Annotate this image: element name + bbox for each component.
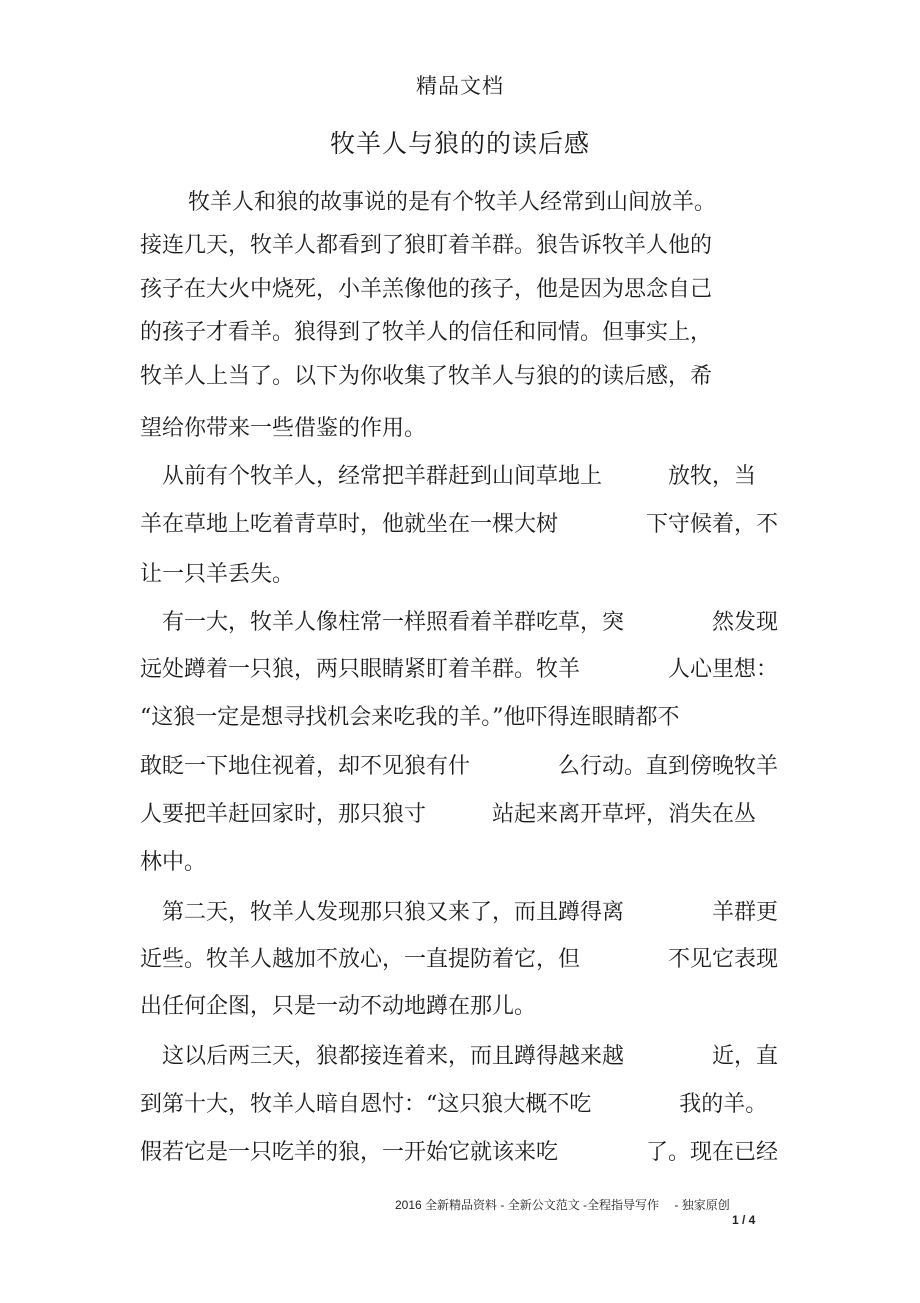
paragraph-line: 近些。牧羊人越加不放心，一直提防着它，但 不见它表现: [140, 947, 779, 972]
paragraph-line: 有一大，牧羊人像柱常一样照看着羊群吃草，突 然发现: [162, 610, 779, 635]
paragraph-line: 望给你带来一些借鉴的作用。: [140, 416, 427, 441]
paragraph-line: 远处蹲着一只狼，两只眼睛紧盯着羊群。牧羊 人心里想：: [140, 657, 779, 682]
page-header: 精品文档: [416, 74, 504, 98]
page-footer: 2016 全新精品资料 - 全新公文范文 -全程指导写作 - 独家原创: [395, 1198, 730, 1212]
paragraph-line: 羊在草地上吃着青草时，他就坐在一棵大树 下守候着，不: [140, 512, 779, 537]
paragraph-line: 牧羊人和狼的故事说的是有个牧羊人经常到山间放羊。: [188, 190, 717, 215]
paragraph-line: 林中。: [140, 850, 207, 875]
paragraph-line: 第二天，牧羊人发现那只狼又来了，而且蹲得离 羊群更: [162, 900, 779, 925]
paragraph-line: 敢眨一下地住视着，却不见狼有什 么行动。直到傍晚牧羊: [140, 754, 779, 779]
paragraph-line: 让一只羊丢失。: [140, 562, 295, 587]
paragraph-line: 出任何企图，只是一动不动地蹲在那儿。: [140, 994, 537, 1019]
paragraph-line: 从前有个牧羊人，经常把羊群赶到山间草地上 放牧，当: [162, 464, 757, 489]
page-number: 1 / 4: [732, 1213, 756, 1227]
paragraph-line: 牧羊人上当了。以下为你收集了牧羊人与狼的的读后感，希: [140, 364, 713, 389]
paragraph-line: “这狼一定是想寻找机会来吃我的羊。”他吓得连眼睛都不: [140, 705, 680, 730]
paragraph-line: 这以后两三天，狼都接连着来，而且蹲得越来越 近，直: [162, 1044, 779, 1069]
paragraph-line: 到第十大，牧羊人暗自恩忖：“这只狼大概不吃 我的羊。: [140, 1092, 768, 1117]
paragraph-line: 人要把羊赶回家时，那只狼寸 站起来离开草坪，消失在丛: [140, 802, 757, 827]
paragraph-line: 接连几天，牧羊人都看到了狼盯着羊群。狼告诉牧羊人他的: [140, 233, 713, 258]
paragraph-line: 假若它是一只吃羊的狼，一开始它就该来吃 了。现在已经: [140, 1140, 779, 1165]
paragraph-line: 的孩子才看羊。狼得到了牧羊人的信任和同情。但事实上，: [140, 320, 713, 345]
document-title: 牧羊人与狼的的读后感: [329, 129, 590, 158]
paragraph-line: 孩子在大火中烧死，小羊羔像他的孩子，他是因为思念自己: [140, 277, 713, 302]
